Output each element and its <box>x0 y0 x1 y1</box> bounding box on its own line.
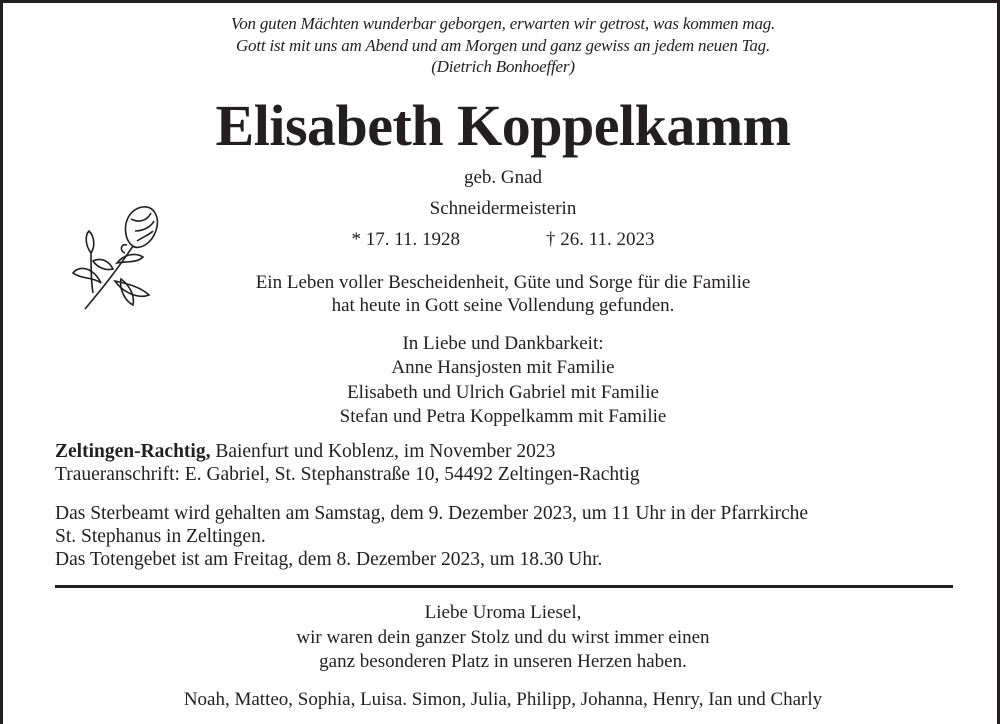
mourner: Elisabeth und Ulrich Gabriel mit Familie <box>347 381 659 403</box>
maiden-name: geb. Gnad <box>463 167 543 188</box>
grandchildren-message <box>3 601 1000 675</box>
birth-date: * 17. 11. 1928 <box>351 229 460 250</box>
grandchildren-names: Noah, Matteo, Sophia, Luisa. Simon, Julia, Philipp, Johanna, Henry, Ian und Charly <box>183 689 823 710</box>
mourning-address: Traueranschrift: E. Gabriel, St. Stephanstraße 10, 54492 Zeltingen-Rachtig <box>55 464 640 485</box>
mourners <box>3 332 1000 429</box>
service-line: Das Totengebet ist am Freitag, dem 8. Dezember 2023, um 18.30 Uhr. <box>55 549 603 570</box>
tribute-line: Ein Leben voller Bescheidenheit, Güte und Sorge für die Familie <box>255 272 751 293</box>
mourner: Stefan und Petra Koppelkamm mit Familie <box>339 405 667 427</box>
quote-author: (Dietrich Bonhoeffer) <box>431 57 575 76</box>
divider <box>55 585 953 588</box>
quote-line: Von guten Mächten wunderbar geborgen, erwarten wir getrost, was kommen mag. <box>230 14 776 33</box>
deceased-name: Elisabeth Koppelkamm <box>215 93 791 158</box>
profession: Schneidermeisterin <box>429 198 577 219</box>
place-bold: Zeltingen-Rachtig, <box>55 441 211 462</box>
message-line: Liebe Uroma Liesel, <box>424 602 582 623</box>
place-date <box>55 440 555 463</box>
tribute <box>3 271 1000 317</box>
quote-line: Gott ist mit uns am Abend und am Morgen und ganz gewiss an jedem neuen Tag. <box>235 35 771 55</box>
mourners-intro: In Liebe und Dankbarkeit: <box>402 333 604 354</box>
service-line: Das Sterbeamt wird gehalten am Samstag, dem 9. Dezember 2023, um 11 Uhr in der Pfarrkirche <box>55 503 809 524</box>
message-line: wir waren dein ganzer Stolz und du wirst immer einen <box>296 626 710 648</box>
death-date: † 26. 11. 2023 <box>546 229 655 250</box>
service-line: St. Stephanus in Zeltingen. <box>55 526 266 547</box>
mourner: Anne Hansjosten mit Familie <box>391 357 615 379</box>
place-rest: Baienfurt und Koblenz, im November 2023 <box>210 441 556 462</box>
message-line: ganz besonderen Platz in unseren Herzen haben. <box>319 651 687 672</box>
tribute-line: hat heute in Gott seine Vollendung gefunden. <box>331 295 675 316</box>
quote <box>3 13 1000 78</box>
